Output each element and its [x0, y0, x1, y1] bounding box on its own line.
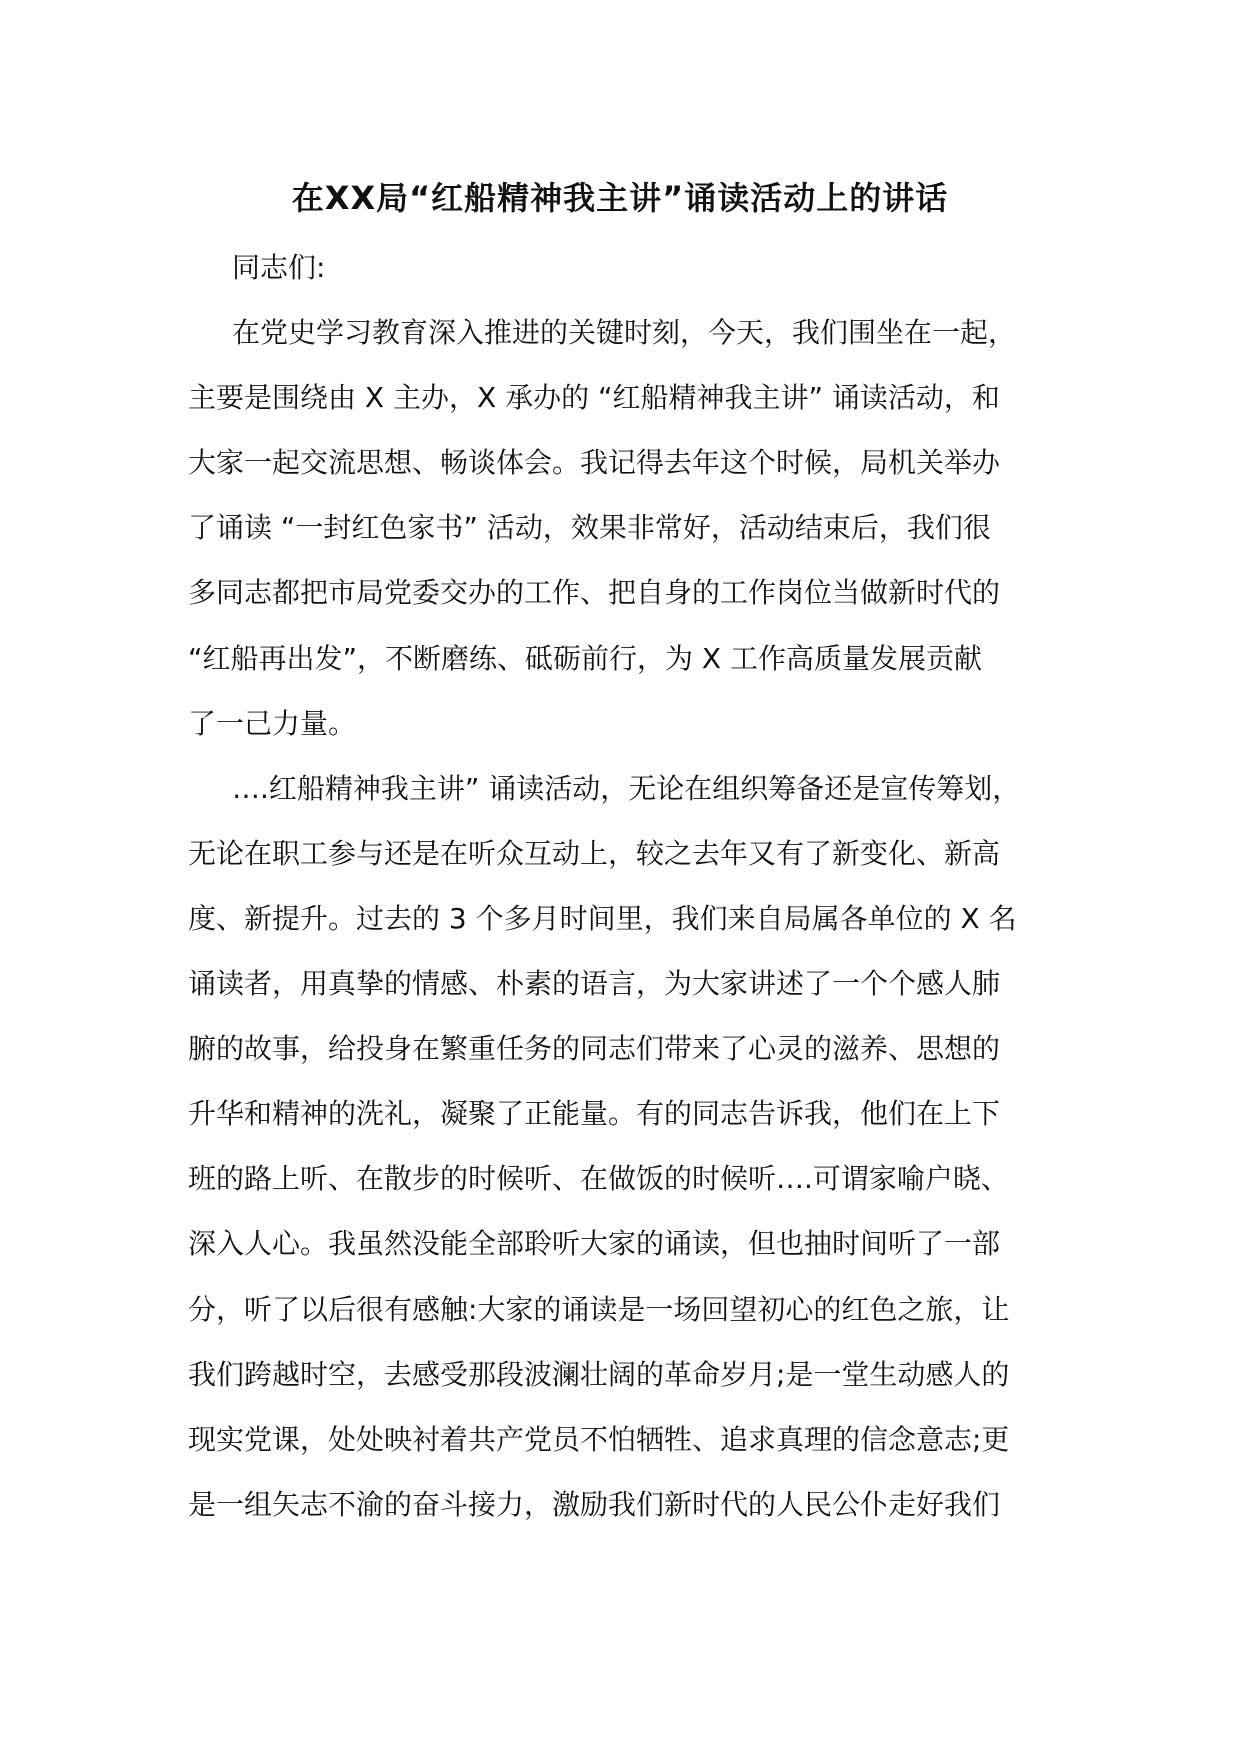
- salutation: 同志们:: [232, 251, 326, 284]
- paragraph-line: 诵读者，用真挚的情感、朴素的语言，为大家讲述了一个个感人肺: [188, 967, 1001, 1001]
- paragraph-line: 在党史学习教育深入推进的关键时刻，今天，我们围坐在一起，: [232, 316, 1017, 350]
- document-title: 在XX局“红船精神我主讲”诵读活动上的讲话: [291, 179, 949, 217]
- paragraph-line: 腑的故事，给投身在繁重任务的同志们带来了心灵的滋养、思想的: [188, 1032, 1001, 1066]
- paragraph-line: 我们跨越时空，去感受那段波澜壮阔的革命岁月;是一堂生动感人的: [188, 1357, 1010, 1391]
- paragraph-line: 了诵读 “一封红色家书” 活动，效果非常好，活动结束后，我们很: [188, 511, 991, 545]
- paragraph-line: 主要是围绕由 X 主办，X 承办的 “红船精神我主讲” 诵读活动，和: [188, 381, 1000, 415]
- paragraph-line: 多同志都把市局党委交办的工作、把自身的工作岗位当做新时代的: [188, 576, 1001, 610]
- paragraph-line: ….红船精神我主讲” 诵读活动，无论在组织筹备还是宣传筹划，: [232, 771, 1021, 805]
- paragraph-line: 是一组矢志不渝的奋斗接力，激励我们新时代的人民公仆走好我们: [188, 1487, 1001, 1521]
- paragraph-line: 现实党课，处处映衬着共产党员不怕牺牲、追求真理的信念意志;更: [188, 1422, 1010, 1456]
- paragraph-line: “红船再出发”，不断磨练、砥砺前行，为 X 工作高质量发展贡献: [188, 641, 982, 675]
- paragraph-line: 升华和精神的洗礼，凝聚了正能量。有的同志告诉我，他们在上下: [188, 1097, 1001, 1131]
- paragraph-line: 大家一起交流思想、畅谈体会。我记得去年这个时候，局机关举办: [188, 446, 1001, 480]
- paragraph-line: 度、新提升。过去的 3 个多月时间里，我们来自局属各单位的 X 名: [188, 901, 1017, 935]
- paragraph-line: 无论在职工参与还是在听众互动上，较之去年又有了新变化、新高: [188, 836, 1001, 870]
- paragraph-line: 班的路上听、在散步的时候听、在做饭的时候听….可谓家喻户晓、: [188, 1162, 1009, 1196]
- paragraph-line: 分，听了以后很有感触:大家的诵读是一场回望初心的红色之旅，让: [188, 1292, 1010, 1326]
- paragraph-line: 了一己力量。: [188, 706, 357, 740]
- document-body: [188, 248, 1052, 1550]
- paragraph-line: 深入人心。我虽然没能全部聆听大家的诵读，但也抽时间听了一部: [188, 1227, 1001, 1261]
